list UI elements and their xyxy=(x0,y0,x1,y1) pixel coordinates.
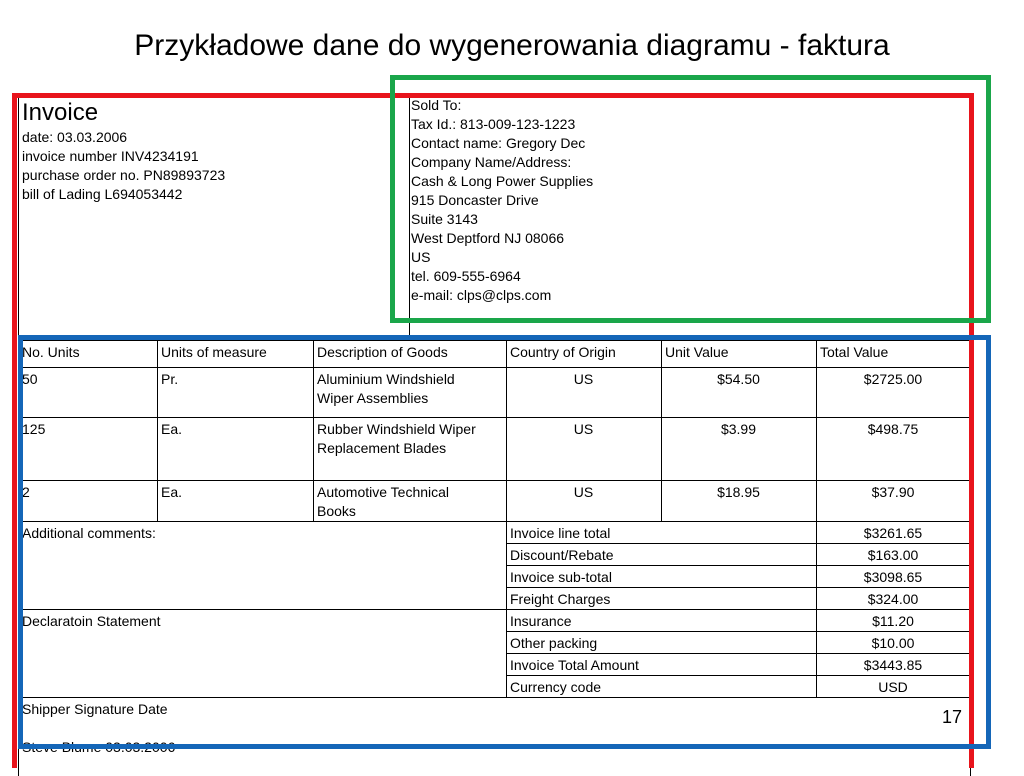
item-units: 2 xyxy=(22,484,30,500)
telephone: tel. 609-555-6964 xyxy=(411,268,521,284)
summary-value: $3443.85 xyxy=(863,657,923,673)
company-name: Cash & Long Power Supplies xyxy=(411,173,594,189)
item-country: US xyxy=(573,484,594,500)
page-number: 17 xyxy=(941,707,962,727)
summary-label: Other packing xyxy=(510,635,598,651)
item-description-line: Rubber Windshield Wiper xyxy=(317,421,476,437)
invoice-date: date: 03.03.2006 xyxy=(22,129,128,145)
summary-label: Discount/Rebate xyxy=(510,547,614,563)
item-units: 125 xyxy=(22,421,46,437)
summary-label: Invoice Total Amount xyxy=(510,657,639,673)
slide-title: Przykładowe dane do wygenerowania diagramu - faktura xyxy=(134,29,890,62)
item-total-value: $37.90 xyxy=(871,484,915,500)
summary-value: $324.00 xyxy=(867,591,919,607)
summary-label: Freight Charges xyxy=(510,591,611,607)
col-header-no-units: No. Units xyxy=(22,344,80,360)
col-header-country: Country of Origin xyxy=(510,344,616,360)
col-header-units-of-measure: Units of measure xyxy=(161,344,267,360)
summary-label: Invoice sub-total xyxy=(510,569,612,585)
shipper-signature-value: Steve Blume 03.03.2006 xyxy=(22,739,176,755)
item-country: US xyxy=(573,371,594,387)
summary-value: $3261.65 xyxy=(863,525,923,541)
blue-highlight-frame xyxy=(18,335,991,749)
green-highlight-frame xyxy=(390,75,991,323)
suite: Suite 3143 xyxy=(411,211,478,227)
item-unit-value: $18.95 xyxy=(717,484,760,500)
summary-label: Insurance xyxy=(510,613,572,629)
summary-value: $10.00 xyxy=(871,635,915,651)
sold-to-label: Sold To: xyxy=(411,97,462,113)
contact-name: Contact name: Gregory Dec xyxy=(411,135,586,151)
item-description-line: Aluminium Windshield xyxy=(317,371,455,387)
item-unit-value: $54.50 xyxy=(717,371,760,387)
col-header-description: Description of Goods xyxy=(317,344,448,360)
bill-of-lading: bill of Lading L694053442 xyxy=(22,186,183,202)
summary-label: Invoice line total xyxy=(510,525,611,541)
country: US xyxy=(411,249,431,265)
summary-value: USD xyxy=(878,679,908,695)
item-units: 50 xyxy=(22,371,38,387)
invoice-number: invoice number INV4234191 xyxy=(22,148,199,164)
summary-value: $163.00 xyxy=(867,547,919,563)
item-measure: Pr. xyxy=(161,371,179,387)
purchase-order-number: purchase order no. PN89893723 xyxy=(22,167,226,183)
tax-id: Tax Id.: 813-009-123-1223 xyxy=(411,116,576,132)
item-description-line: Books xyxy=(317,503,356,519)
summary-value: $3098.65 xyxy=(863,569,923,585)
city-state-zip: West Deptford NJ 08066 xyxy=(411,230,565,246)
item-description-line: Automotive Technical xyxy=(317,484,450,500)
summary-value: $11.20 xyxy=(872,613,914,629)
item-measure: Ea. xyxy=(161,421,183,437)
col-header-unit-value: Unit Value xyxy=(665,344,729,360)
email: e-mail: clps@clps.com xyxy=(411,287,552,303)
declaration-statement-label: Declaratoin Statement xyxy=(22,613,161,629)
invoice-heading: Invoice xyxy=(22,99,99,126)
item-description-line: Replacement Blades xyxy=(317,440,447,456)
item-unit-value: $3.99 xyxy=(720,421,757,437)
item-measure: Ea. xyxy=(161,484,183,500)
item-description-line: Wiper Assemblies xyxy=(317,390,429,406)
item-country: US xyxy=(573,421,594,437)
street-address: 915 Doncaster Drive xyxy=(411,192,539,208)
additional-comments-label: Additional comments: xyxy=(22,525,156,541)
item-total-value: $498.75 xyxy=(867,421,919,437)
shipper-signature-label: Shipper Signature Date xyxy=(22,701,168,717)
col-header-total-value: Total Value xyxy=(820,344,889,360)
company-label: Company Name/Address: xyxy=(411,154,572,170)
item-total-value: $2725.00 xyxy=(863,371,923,387)
summary-label: Currency code xyxy=(510,679,602,695)
